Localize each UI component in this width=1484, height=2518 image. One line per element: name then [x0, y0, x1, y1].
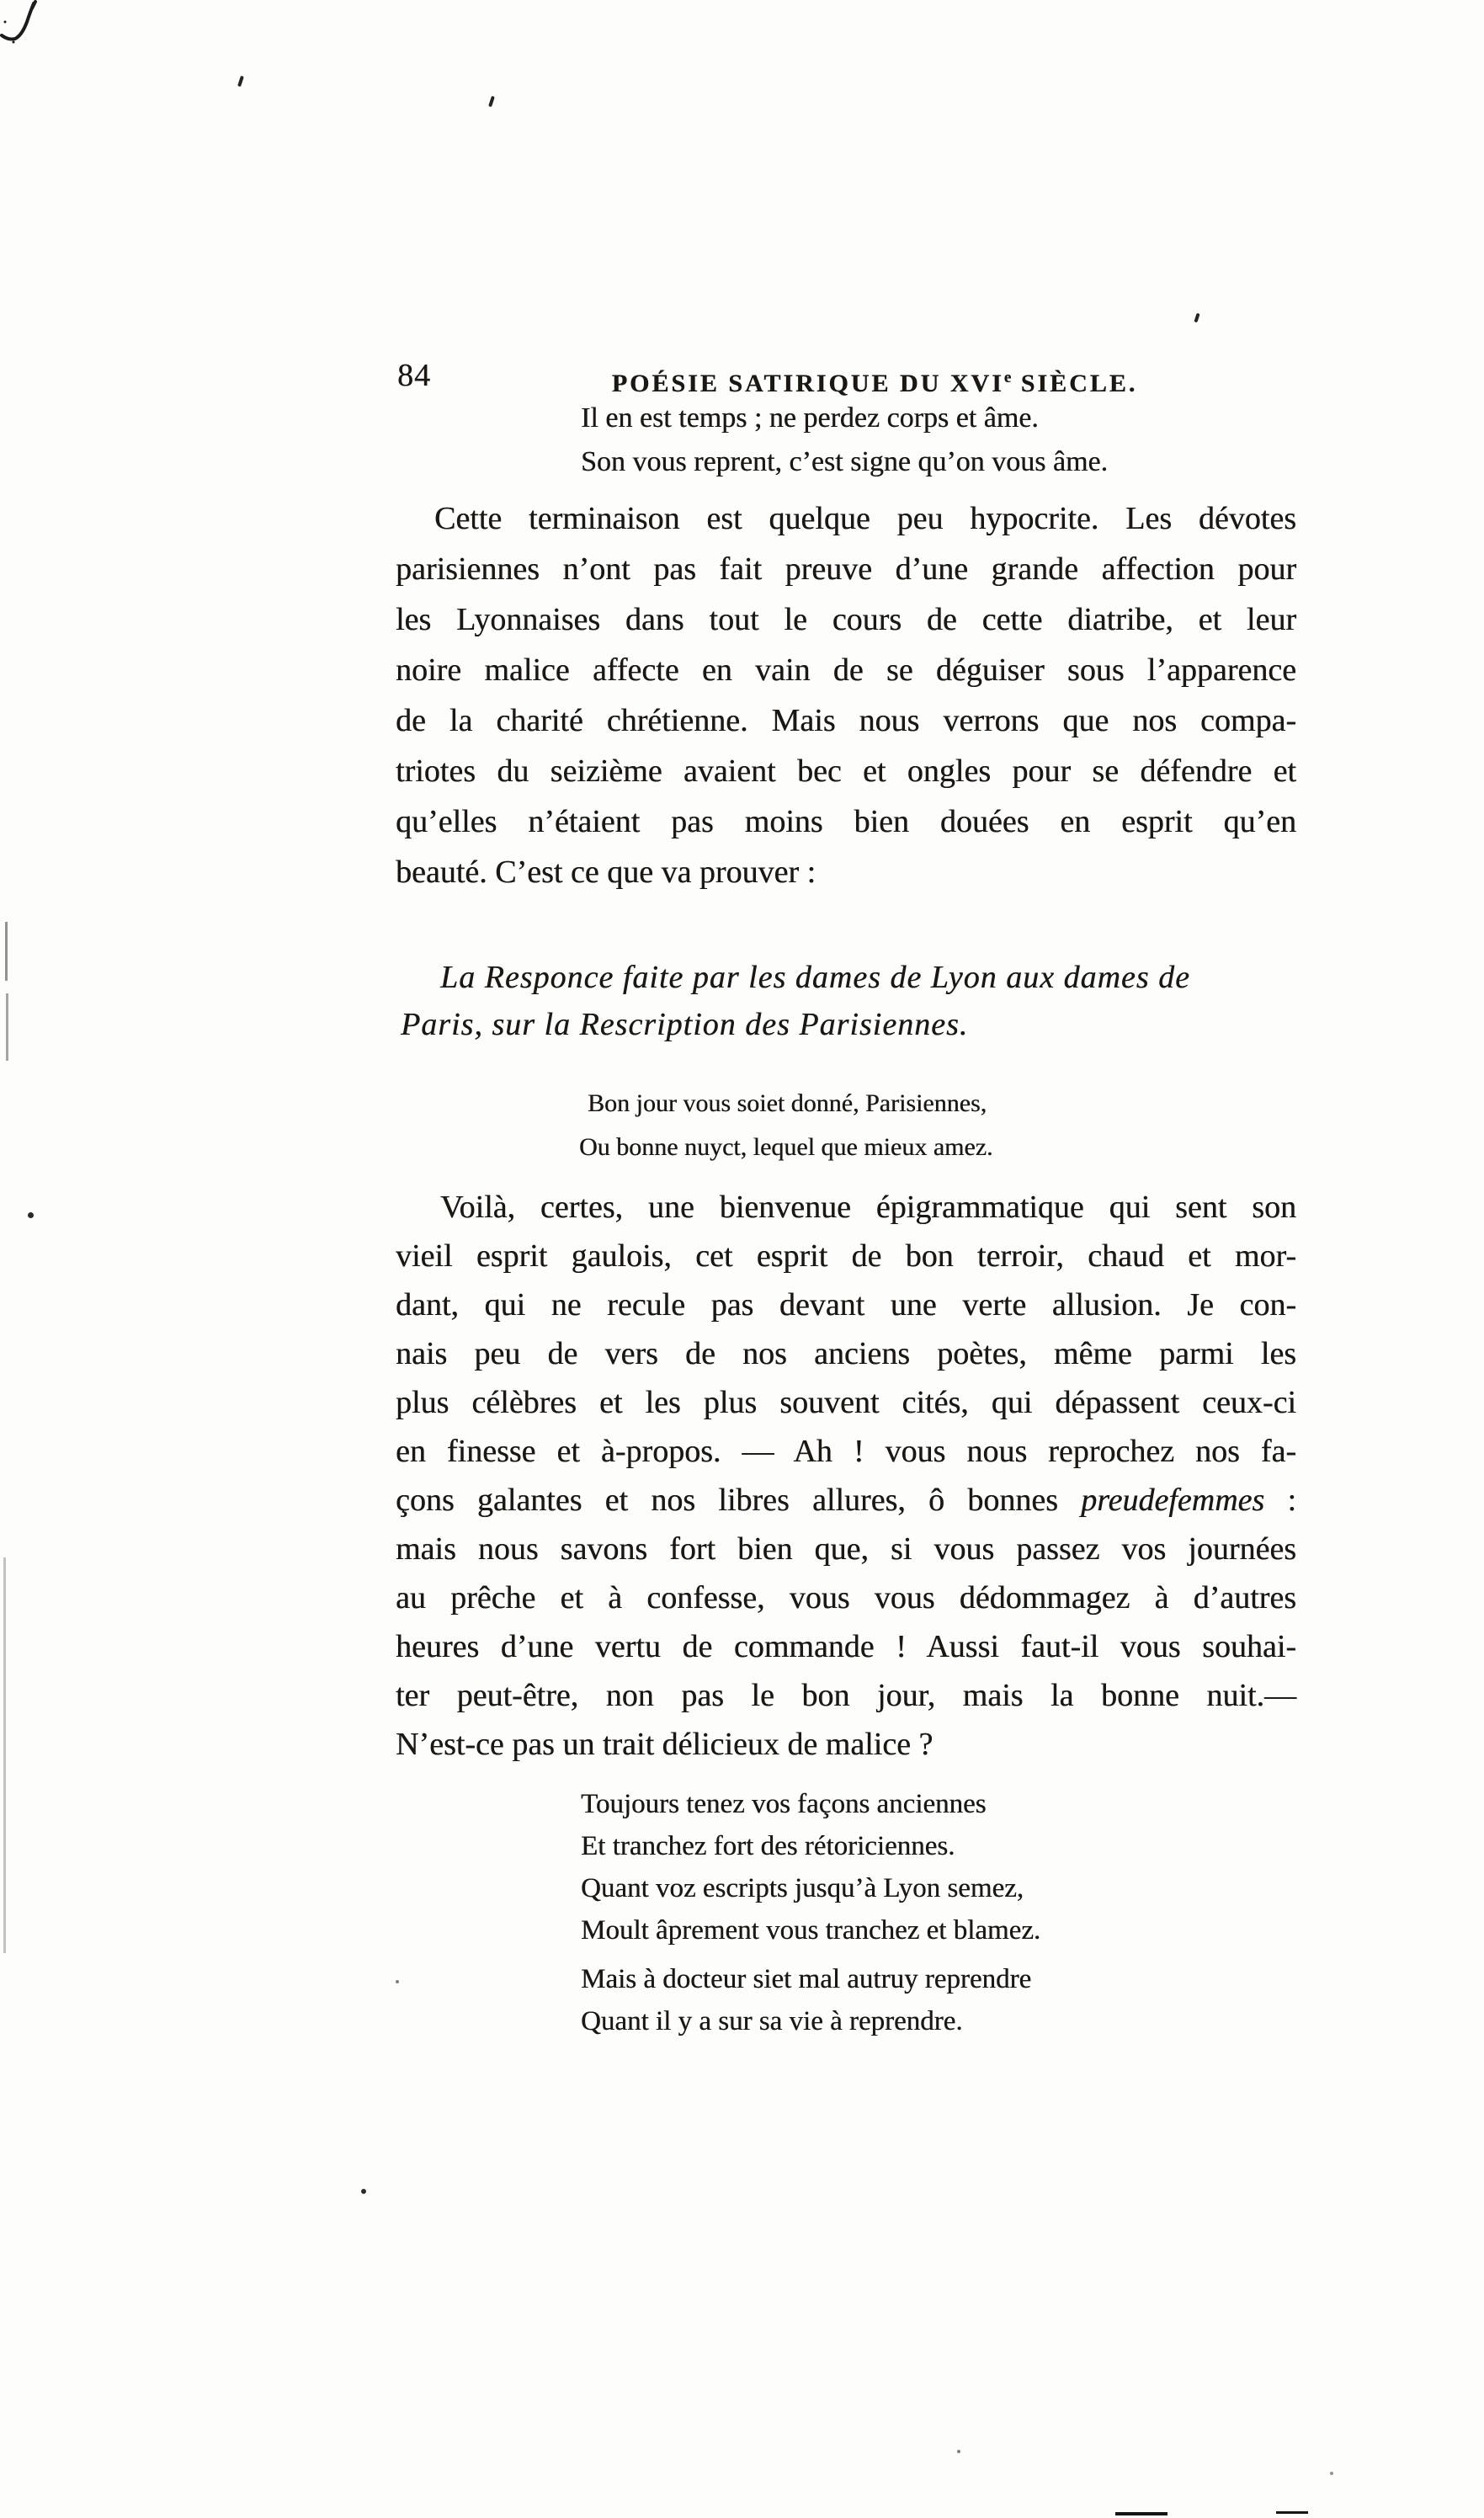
paragraph-line: beauté. C’est ce que va prouver : — [396, 854, 816, 890]
scan-tick — [1194, 313, 1199, 323]
paragraph-line: N’est-ce pas un trait délicieux de malice ? — [396, 1727, 933, 1762]
italic-term: preudefemmes — [1081, 1483, 1265, 1518]
verse-line: Ou bonne nuyct, lequel que mieux amez. — [579, 1133, 993, 1161]
scan-speck — [396, 1980, 399, 1983]
paragraph-line: mais nous savons fort bien que, si vous passez vos journées — [396, 1531, 1296, 1567]
epigraph-verse — [581, 397, 1108, 484]
paragraph-line: en finesse et à-propos. — Ah ! vous nous reprochez nos fa- — [396, 1434, 1296, 1469]
paragraph-line: heures d’une vertu de commande ! Aussi faut-il vous souhai- — [396, 1629, 1296, 1664]
paragraph-line: Cette terminaison est quelque peu hypocrite. Les dévotes — [434, 501, 1296, 536]
paragraph-commentary-2 — [396, 1183, 1296, 1769]
verse-line: Quant il y a sur sa vie à reprendre. — [581, 2006, 963, 2036]
running-title-superscript: e — [1003, 369, 1013, 386]
paragraph-line: nais peu de vers de nos anciens poètes, même parmi les — [396, 1336, 1296, 1371]
verse-line: Et tranchez fort des rétoriciennes. — [581, 1831, 955, 1861]
page-edge-line — [5, 922, 8, 981]
paragraph-line: noire malice affecte en vain de se déguiser sous l’apparence — [396, 652, 1296, 688]
paragraph-line: vieil esprit gaulois, cet esprit de bon terroir, chaud et mor- — [396, 1238, 1296, 1274]
verse-line: Toujours tenez vos façons anciennes — [581, 1789, 987, 1819]
paragraph-line: qu’elles n’étaient pas moins bien douées en esprit qu’en — [396, 804, 1296, 839]
closing-verse — [581, 1783, 1040, 2042]
scan-speck — [28, 1212, 34, 1218]
page-number: 84 — [397, 358, 431, 393]
paragraph-line: au prêche et à confesse, vous vous dédommagez à d’autres — [396, 1580, 1296, 1616]
page-edge-line — [6, 993, 8, 1061]
scan-speck — [957, 2450, 960, 2453]
running-title-main: POÉSIE SATIRIQUE DU XVI — [611, 370, 1004, 397]
paragraph-line: dant, qui ne recule pas devant une verte allusion. Je con- — [396, 1287, 1296, 1323]
scan-speck — [1330, 2472, 1333, 2475]
verse-line: Quant voz escripts jusqu’à Lyon semez, — [581, 1873, 1024, 1903]
scan-dash — [1276, 2511, 1308, 2514]
verse-line: Son vous reprent, c’est signe qu’on vous âme. — [581, 446, 1109, 477]
paragraph-text: çons galantes et nos libres allures, ô bonnes — [396, 1483, 1082, 1518]
paragraph-commentary-1 — [396, 493, 1296, 897]
section-heading — [396, 954, 1313, 1048]
paragraph-line: plus célèbres et les plus souvent cités, qui dépassent ceux-ci — [396, 1385, 1296, 1420]
paragraph-line: ter peut-être, non pas le bon jour, mais la bonne nuit.— — [396, 1678, 1296, 1713]
running-title-tail: SIÈCLE. — [1012, 370, 1138, 397]
section-heading-line: La Responce faite par les dames de Lyon aux dames de — [440, 960, 1190, 995]
page-edge-line — [3, 1557, 6, 1953]
section-heading-line: Paris, sur la Rescription des Parisiennes. — [401, 1007, 969, 1042]
verse-line: Bon jour vous soiet donné, Parisiennes, — [588, 1089, 987, 1117]
scan-tick — [488, 96, 495, 108]
paragraph-line: de la charité chrétienne. Mais nous verrons que nos compa- — [396, 703, 1296, 738]
scan-tick — [237, 76, 244, 88]
running-title — [396, 364, 1325, 398]
paragraph-text: : — [1264, 1483, 1296, 1518]
verse-line: Mais à docteur siet mal autruy reprendre — [581, 1964, 1032, 1994]
scan-dash — [1115, 2512, 1168, 2515]
paragraph-line: parisiennes n’ont pas fait preuve d’une grande affection pour — [396, 551, 1296, 587]
paragraph-line: triotes du seizième avaient bec et ongles pour se défendre et — [396, 753, 1296, 789]
scan-speck — [361, 2189, 366, 2194]
verse-line: Moult âprement vous tranchez et blamez. — [581, 1915, 1041, 1946]
paragraph-line — [396, 1476, 1296, 1525]
paragraph-line: Voilà, certes, une bienvenue épigrammatique qui sent son — [440, 1190, 1296, 1225]
paragraph-line: les Lyonnaises dans tout le cours de cette diatribe, et leur — [396, 602, 1296, 637]
greeting-verse — [579, 1082, 993, 1169]
handwritten-mark — [0, 0, 51, 51]
verse-line: Il en est temps ; ne perdez corps et âme. — [581, 402, 1039, 434]
